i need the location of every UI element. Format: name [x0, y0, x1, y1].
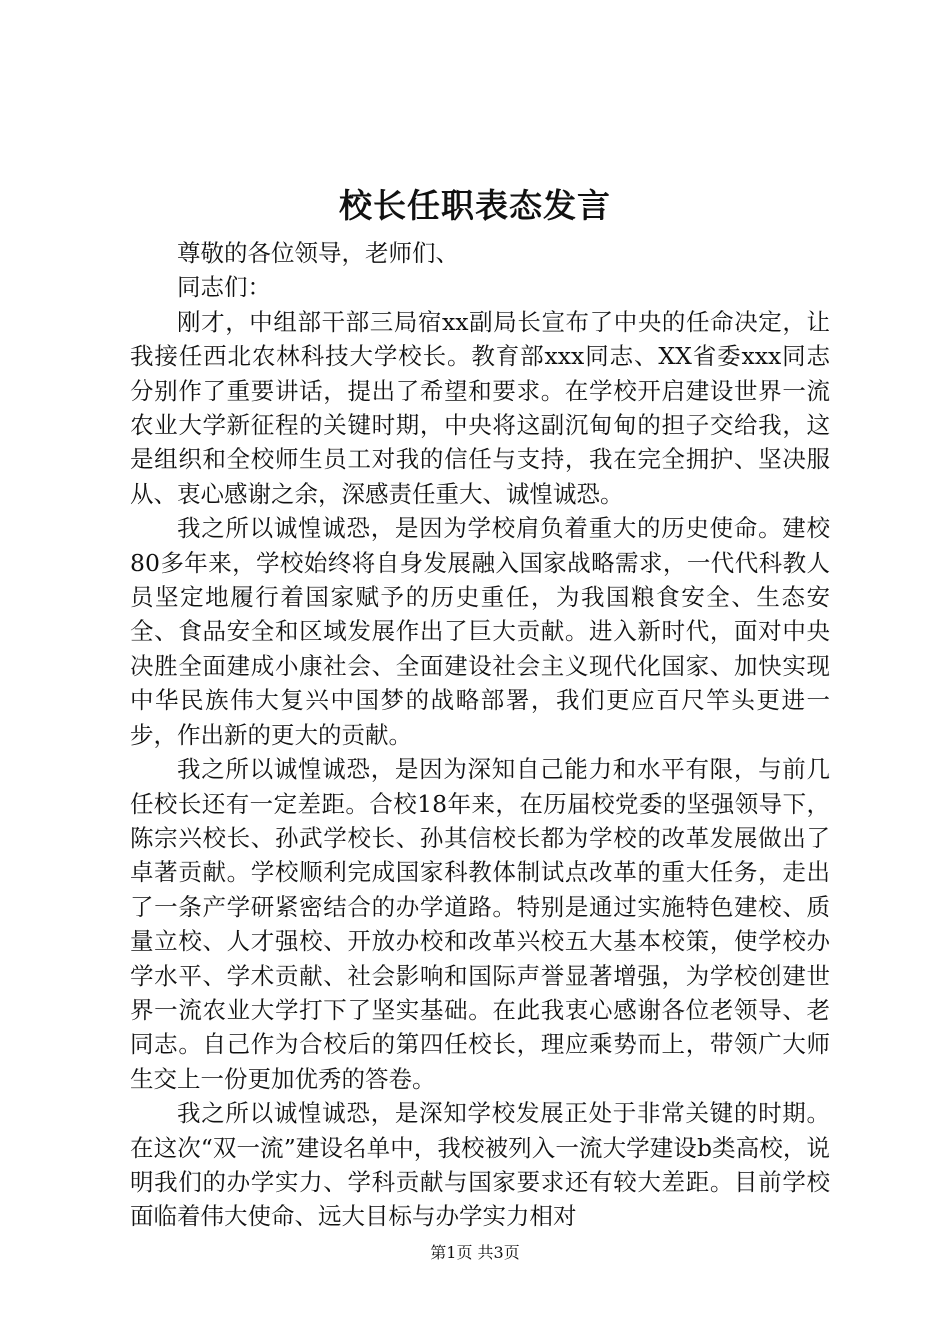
page-number-footer: 第1页 共3页	[430, 1243, 520, 1262]
body-paragraph: 我之所以诚惶诚恐，是深知学校发展正处于非常关键的时期。在这次“双一流”建设名单中，我校被列入一流大学建设b类高校，说明我们的办学实力、学科贡献与国家要求还有较大差距。目前学校面临着伟大使命、远大目标与办学实力相对	[130, 1099, 830, 1231]
body-paragraph: 我之所以诚惶诚恐，是因为学校肩负着重大的历史使命。建校80多年来，学校始终将自身发展融入国家战略需求，一代代科教人员坚定地履行着国家赋予的历史重任，为我国粮食安全、生态安全、食品安全和区域发展作出了巨大贡献。进入新时代，面对中央决胜全面建成小康社会、全面建设社会主义现代化国家、加快实现中华民族伟大复兴中国梦的战略部署，我们更应百尺竿头更进一步，作出新的更大的贡献。	[130, 514, 830, 749]
body-paragraph: 我之所以诚惶诚恐，是因为深知自己能力和水平有限，与前几任校长还有一定差距。合校18年来，在历届校党委的坚强领导下，陈宗兴校长、孙武学校长、孙其信校长都为学校的改革发展做出了卓著贡献。学校顺利完成国家科教体制试点改革的重大任务，走出了一条产学研紧密结合的办学道路。特别是通过实施特色建校、质量立校、人才强校、开放办校和改革兴校五大基本校策，使学校办学水平、学术贡献、社会影响和国际声誉显著增强，为学校创建世界一流农业大学打下了坚实基础。在此我衷心感谢各位老领导、老同志。自己作为合校后的第四任校长，理应乘势而上，带领广大师生交上一份更加优秀的答卷。	[130, 755, 830, 1093]
body-paragraph: 刚才，中组部干部三局宿xx副局长宣布了中央的任命决定，让我接任西北农林科技大学校长。教育部xxx同志、XX省委xxx同志分别作了重要讲话，提出了希望和要求。在学校开启建设世界一流农业大学新征程的关键时期，中央将这副沉甸甸的担子交给我，这是组织和全校师生员工对我的信任与支持，我在完全拥护、坚决服从、衷心感谢之余，深感责任重大、诚惶诚恐。	[130, 307, 830, 508]
document-body	[130, 236, 830, 1234]
greeting-line: 尊敬的各位领导，老师们、	[177, 239, 459, 267]
greeting-line: 同志们：	[177, 273, 271, 302]
document-title: 校长任职表态发言	[339, 186, 611, 225]
